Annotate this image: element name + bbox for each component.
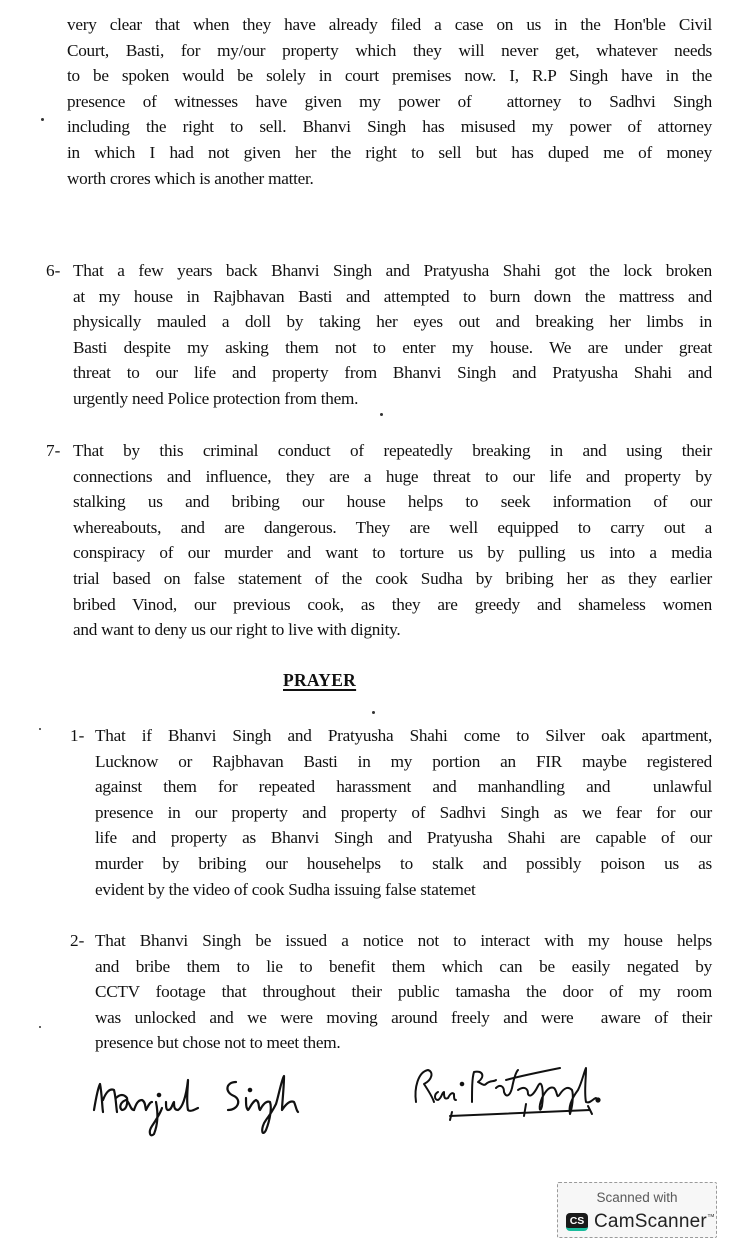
signature-rani-pratap-singh <box>410 1058 640 1138</box>
paragraph-line: evident by the video of cook Sudha issuing false statemet <box>95 879 476 899</box>
point-6-paragraph <box>73 258 712 412</box>
paragraph-line: worth crores which is another matter. <box>67 168 314 188</box>
paragraph-line: and want to deny us our right to live with dignity. <box>73 620 401 640</box>
point-number: 6- <box>46 261 61 280</box>
paragraph-line: including the right to sell. Bhanvi Singh has misused my power of attorney <box>67 117 712 137</box>
paragraph-line: connections and influence, they are a huge threat to our life and property by <box>73 466 712 486</box>
paragraph-line: whereabouts, and are dangerous. They are well equipped to carry out a <box>73 517 712 537</box>
paragraph-line: stalking us and bribing our house helps to seek information of our <box>73 492 712 512</box>
paragraph-line: very clear that when they have already filed a case on us in the Hon'ble Civil <box>67 15 712 34</box>
paragraph-line: That by this criminal conduct of repeatedly breaking in and using their <box>73 441 712 460</box>
signature-manjit-singh <box>90 1068 380 1148</box>
prayer-item-2-paragraph <box>95 928 712 1056</box>
prayer-item-1-paragraph <box>95 723 712 902</box>
paragraph-line: at my house in Rajbhavan Basti and attempted to burn down the mattress and <box>73 286 712 306</box>
prayer-item-number: 2- <box>70 931 85 950</box>
paragraph-line: CCTV footage that throughout their public tamasha the door of my room <box>95 982 712 1002</box>
paragraph-line: presence in our property and property of Sadhvi Singh as we fear for our <box>95 802 712 822</box>
paragraph-line: That if Bhanvi Singh and Pratyusha Shahi come to Silver oak apartment, <box>95 726 712 745</box>
paragraph-line: murder by bribing our househelps to stalk and possibly poison us as <box>95 853 712 873</box>
continuation-paragraph <box>67 12 712 191</box>
scan-speck <box>380 413 383 416</box>
brand-name: CamScanner <box>594 1211 707 1232</box>
camscanner-logo-icon: CS <box>566 1213 588 1231</box>
prayer-heading: PRAYER <box>283 670 357 690</box>
paragraph-line: to be spoken would be solely in court premises now. I, R.P Singh have in the <box>67 66 712 86</box>
paragraph-line: threat to our life and property from Bhanvi Singh and Pratyusha Shahi and <box>73 363 712 383</box>
paragraph-line: Lucknow or Rajbhavan Basti in my portion an FIR maybe registered <box>95 751 712 771</box>
scan-speck <box>372 711 375 714</box>
paragraph-line: conspiracy of our murder and want to torture us by pulling us into a media <box>73 543 712 563</box>
paragraph-line: presence of witnesses have given my power of attorney to Sadhvi Singh <box>67 91 712 111</box>
trademark-symbol: ™ <box>706 1212 716 1222</box>
paragraph-line: Basti despite my asking them not to enter my house. We are under great <box>73 337 712 357</box>
point-number: 7- <box>46 441 61 460</box>
paragraph-line: urgently need Police protection from them. <box>73 388 359 408</box>
paragraph-line: life and property as Bhanvi Singh and Pratyusha Shahi are capable of our <box>95 828 712 848</box>
paragraph-line: bribed Vinod, our previous cook, as they are greedy and shameless women <box>73 594 712 614</box>
paragraph-line: Court, Basti, for my/our property which they will never get, whatever needs <box>67 40 712 60</box>
scan-speck <box>41 118 44 121</box>
paragraph-line: and bribe them to lie to benefit them which can be easily negated by <box>95 956 712 976</box>
point-7-paragraph <box>73 438 712 643</box>
paragraph-line: That a few years back Bhanvi Singh and Pratyusha Shahi got the lock broken <box>73 261 712 280</box>
paragraph-line: against them for repeated harassment and manhandling and unlawful <box>95 777 712 797</box>
watermark-caption: Scanned with <box>596 1190 678 1205</box>
watermark-brand <box>594 1211 715 1233</box>
paragraph-line: in which I had not given her the right to sell but has duped me of money <box>67 142 712 162</box>
camscanner-watermark <box>557 1182 717 1238</box>
paragraph-line: physically mauled a doll by taking her eyes out and breaking her limbs in <box>73 312 712 332</box>
watermark-brand-row <box>566 1211 715 1233</box>
prayer-item-number: 1- <box>70 726 85 745</box>
paragraph-line: presence but chose not to meet them. <box>95 1033 341 1053</box>
scan-speck <box>39 728 41 730</box>
paragraph-line: trial based on false statement of the cook Sudha by bribing her as they earlier <box>73 568 712 588</box>
scan-speck <box>39 1026 41 1028</box>
paragraph-line: That Bhanvi Singh be issued a notice not to interact with my house helps <box>95 931 712 950</box>
paragraph-line: was unlocked and we were moving around freely and were aware of their <box>95 1007 712 1027</box>
